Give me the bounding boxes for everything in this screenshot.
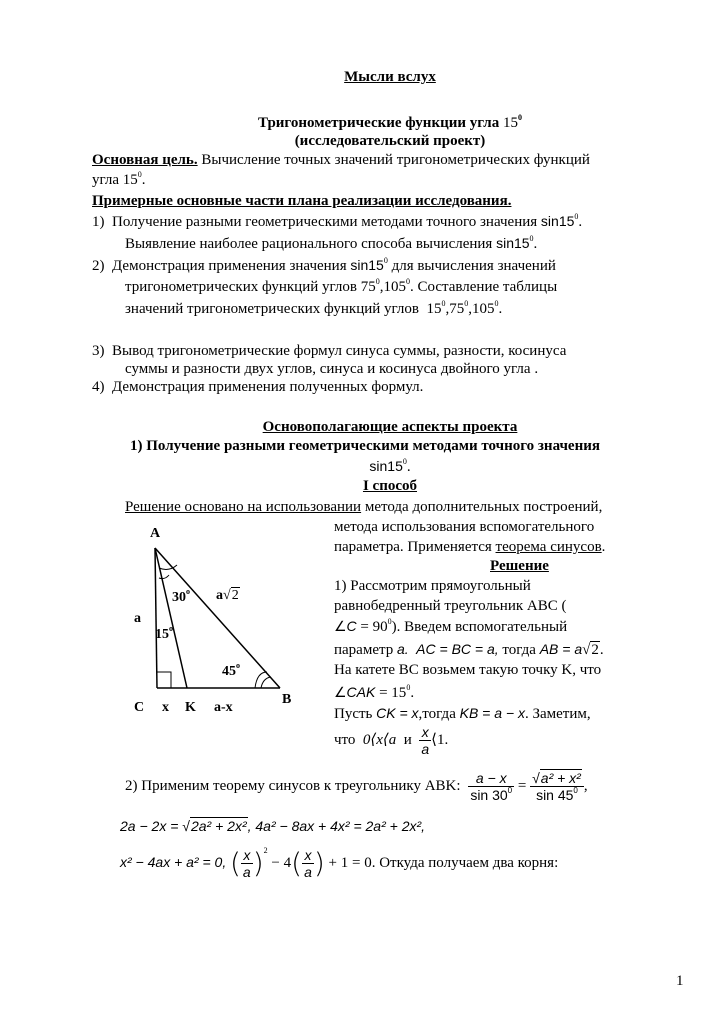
plan-heading: Примерные основные части плана реализации исследования. xyxy=(92,193,512,209)
goal-line-2: угла $15^0$. xyxy=(92,170,146,188)
vertex-label-b: B xyxy=(282,692,292,707)
plan-item-1: 1) Получение разными геометрическими методами точного значения $\sin 15^0$. xyxy=(92,212,583,230)
aspects-heading: Основополагающие аспекты проекта xyxy=(262,419,518,435)
solution-step-1-line-7: Пусть CK = x,тогда KB = a − x. Заметим, xyxy=(334,705,591,722)
segment-label-a-x: a-x xyxy=(214,700,233,715)
solution-step-1-line-2: равнобедренный треугольник ABC ( xyxy=(334,598,567,614)
side-ab xyxy=(155,548,280,688)
plan-item-2-line-2: тригонометрических функций углов $75^0,105^0$. Составление таблицы xyxy=(125,277,558,295)
solution-intro: Решение основано на использовании метода дополнительных построений, xyxy=(125,499,603,515)
solution-heading: Решение xyxy=(490,558,549,574)
method-heading: I способ xyxy=(362,478,418,494)
solution-step-1-line-3: ∠C = $90^0$). Введем вспомогательный xyxy=(334,617,568,635)
topic-subtitle: (исследовательский проект) xyxy=(294,133,486,149)
vertex-label-c: C xyxy=(134,700,145,715)
solution-step-1-line-4: параметр a. AC = BC = a, тогда AB = a√2. xyxy=(334,641,604,658)
plan-item-3-line-2: суммы и разности двух углов, синуса и косинуса двойного угла . xyxy=(125,361,539,377)
equation-line-2: x² − 4ax + a² = 0, ( $\frac{x}{a}$ )$^2$ − 4( $\frac{x}{a}$ ) + 1 = 0. Откуда получаем два корня: xyxy=(120,846,559,881)
solution-step-1-line-5: На катете BC возьмем такую точку K, что xyxy=(334,662,602,678)
side-ac xyxy=(155,548,157,688)
angle-arc-15 xyxy=(159,575,169,579)
equation-line-1: 2a − 2x = √2a² + 2x², 4a² − 8ax + 4x² = 2a² + 2x², xyxy=(120,818,426,834)
document-header: Мысли вслух xyxy=(344,69,436,85)
solution-line-2: метода использования вспомогательного xyxy=(334,519,595,535)
aspects-subheading: 1) Получение разными геометрическими методами точного значения xyxy=(130,438,600,454)
right-angle-mark xyxy=(157,672,171,688)
solution-line-3: параметра. Применяется теорема синусов. xyxy=(334,539,606,555)
hypotenuse-label: a√2 xyxy=(216,588,239,603)
segment-label-x: x xyxy=(162,700,169,715)
side-label-a: a xyxy=(134,611,141,626)
solution-step-1: 1) Рассмотрим прямоугольный xyxy=(334,578,531,594)
vertex-label-a: A xyxy=(150,526,161,541)
angle-label-45: 45$^o$ xyxy=(222,661,240,679)
goal-line: Основная цель. Вычисление точных значений тригонометрических функций xyxy=(92,152,590,168)
page-number: 1 xyxy=(676,973,684,989)
step-2-line: 2) Применим теорему синусов к треугольнику ABK: $\frac{a - x}{\sin 30^0}$ = $\frac{\text{√a² + x²}}{\sin 45^0}$ , xyxy=(125,770,588,804)
angle-arc-45-inner xyxy=(261,677,271,688)
plan-item-3: 3) Вывод тригонометрические формул синуса суммы, разности, косинуса xyxy=(92,343,567,359)
plan-item-1-line-2: Выявление наиболее рационального способа вычисления $\sin 15^0$. xyxy=(125,234,538,252)
plan-item-4: 4) Демонстрация применения полученных формул. xyxy=(92,379,424,395)
solution-step-1-line-6: ∠CAK = $15^0$. xyxy=(334,683,415,701)
angle-label-15: 15$^o$ xyxy=(155,624,173,642)
plan-item-2: 2) Демонстрация применения значения $\sin 15^0$ для вычисления значений xyxy=(92,256,556,274)
angle-label-30: 30$^o$ xyxy=(172,587,190,605)
plan-item-2-line-3: значений тригонометрических функций углов $15^0,75^0,105^0$. xyxy=(125,299,503,317)
solution-step-1-line-8: что 0⟨x⟨a и $\frac{x}{a}$ ⟨1. xyxy=(334,724,449,757)
topic-title: Тригонометрические функции угла $15^0$ xyxy=(258,113,522,131)
aspects-subheading-sin: $\sin 15^0$. xyxy=(369,457,411,475)
vertex-label-k: K xyxy=(185,700,196,715)
